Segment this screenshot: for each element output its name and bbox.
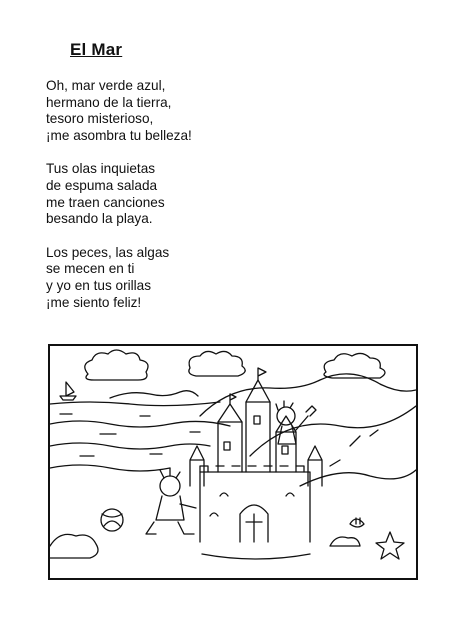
starfish [376, 532, 404, 559]
poem-line: Oh, mar verde azul, [46, 78, 166, 93]
cloud-left [85, 350, 148, 380]
stanza-1 [46, 78, 426, 144]
poem-line: tesoro misterioso, [46, 111, 154, 127]
stanza-3 [46, 245, 426, 311]
beach-illustration [48, 344, 418, 580]
poem-line: hermano de la tierra, [46, 94, 172, 110]
shell [350, 518, 364, 527]
sailboat [60, 382, 76, 400]
poem-body [46, 78, 426, 328]
poem-line: me traen canciones [46, 194, 165, 210]
poem-line: besando la playa. [46, 211, 153, 227]
poem-line: ¡me siento feliz! [46, 294, 142, 310]
poem-line: ¡me asombra tu belleza! [46, 127, 192, 143]
sand-castle [190, 368, 322, 559]
poem-line: y yo en tus orillas [46, 277, 152, 293]
poem-line: de espuma salada [46, 177, 158, 193]
poem-title: El Mar [70, 40, 123, 59]
poem-line: Tus olas inquietas [46, 161, 156, 177]
beach-ball [101, 509, 123, 531]
cloud-center [189, 351, 245, 376]
poem-line: Los peces, las algas [46, 244, 170, 260]
boy-building [146, 468, 196, 534]
mountains [110, 374, 416, 486]
stanza-2 [46, 161, 426, 227]
poem-line: se mecen en ti [46, 261, 135, 277]
